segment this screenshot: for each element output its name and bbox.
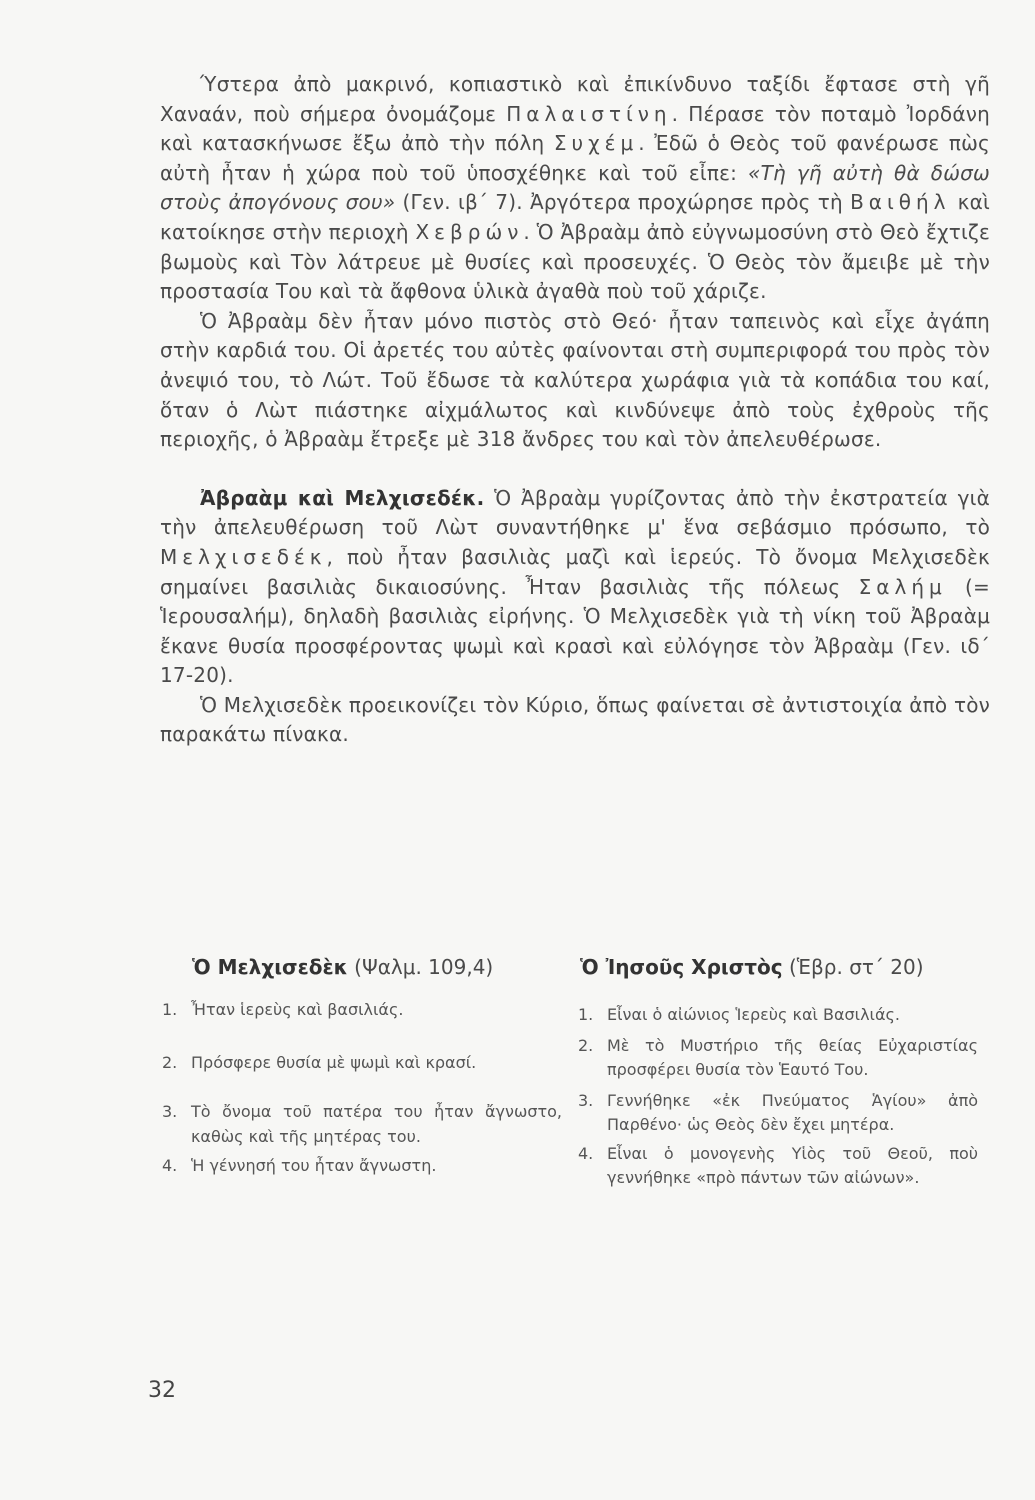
- spaced-word-palestine: Παλαιστίνη: [506, 101, 672, 126]
- comparison-table-headers: [160, 955, 990, 985]
- comparison-column-melchizedek: [162, 998, 562, 1179]
- comparison-column-jesus: [578, 1003, 978, 1191]
- item-text: Εἶναι ὁ αἰώνιος Ἱερεὺς καὶ Βασιλιάς.: [607, 1005, 900, 1024]
- main-text: [160, 70, 990, 750]
- text-run: . Ὁ Ἀβραὰμ ἀπὸ εὐγνωμοσύνη στὸ Θεὸ ἔχτιζε βωμοὺς καὶ Τὸν λάτρευε μὲ θυσίες καὶ προσευχές. Ὁ Θεὸς τὸν ἄμειβε μὲ τὴν προστασία Του καὶ τὰ ἄφθονα ὑλικὰ ἀγαθὰ ποὺ τοῦ χάριζε.: [160, 219, 991, 304]
- spaced-word-salem: Σαλήμ: [858, 574, 947, 599]
- section-heading: Ἀβραὰμ καὶ Μελχισεδέκ.: [200, 485, 485, 510]
- text-run: . Πέρασε τὸν ποταμὸ Ἰορδάνη καὶ κατασκήνωσε ἔξω ἀπὸ τὴν πόλη: [160, 101, 990, 156]
- item-number: 3.: [578, 1090, 594, 1110]
- list-item: [578, 1142, 978, 1191]
- paragraph-melchizedek: [160, 484, 990, 691]
- text-run: (Γεν. ιβ΄ 7). Ἀργότερα προχώρησε πρὸς τὴ: [395, 190, 851, 215]
- spaced-word-baithel: Βαιθήλ: [850, 190, 951, 215]
- list-item: [578, 1034, 978, 1083]
- text-run: , ποὺ ἦταν βασιλιὰς μαζὶ καὶ ἱερεύς. Τὸ ὄνομα Μελχισεδὲκ σημαίνει βασιλιὰς δικαιοσύνης. Ἦταν βασιλιὰς τῆς πόλεως: [160, 544, 990, 599]
- text-run: Ὁ Ἀβραὰμ γυρίζοντας ἀπὸ τὴν ἐκστρατεία γιὰ τὴν ἀπελευθέρωση τοῦ Λὼτ συναντήθηκε μ' ἕνα σεβάσμιο πρόσωπο, τὸ: [160, 485, 990, 540]
- item-number: 4.: [162, 1156, 178, 1175]
- table-header-jesus: [580, 955, 924, 979]
- item-number: 2.: [578, 1035, 594, 1055]
- item-text: Εἶναι ὁ μονογενὴς Υἱὸς τοῦ Θεοῦ, ποὺ γεννήθηκε «πρὸ πάντων τῶν αἰώνων».: [607, 1143, 978, 1187]
- item-text: Ἦταν ἱερεὺς καὶ βασιλιάς.: [191, 1000, 404, 1019]
- list-item: [162, 1051, 562, 1076]
- italic-quote: «Τὴ γῆ αὐτὴ θὰ δώσω στοὺς ἀπογόνους σου»: [160, 160, 991, 215]
- table-header-melchizedek: [192, 955, 493, 979]
- item-text: Μὲ τὸ Μυστήριο τῆς θείας Εὐχαριστίας προσφέρει θυσία τὸν Ἑαυτό Του.: [607, 1035, 978, 1079]
- item-text: Πρόσφερε θυσία μὲ ψωμὶ καὶ κρασί.: [191, 1052, 477, 1072]
- text-run: . Ἐδῶ ὁ Θεὸς τοῦ φανέρωσε πὼς αὐτὴ ἦταν ἡ χώρα ποὺ τοῦ ὑποσχέθηκε καὶ τοῦ εἶπε:: [160, 131, 990, 185]
- paragraph-prefiguration: Ὁ Μελχισεδὲκ προεικονίζει τὸν Κύριο, ὅπως φαίνεται σὲ ἀντιστοιχία ἀπὸ τὸν παρακάτω πίνακα.: [160, 692, 990, 747]
- text-run: Ύστερα ἀπὸ μακρινό, κοπιαστικὸ καὶ ἐπικίνδυνο ταξίδι ἔφτασε στὴ γῆ Χαναάν, ποὺ σήμερα ὀνομάζομε: [160, 72, 990, 126]
- text-run: (= Ἱερουσαλήμ), δηλαδὴ βασιλιὰς εἰρήνης. Ὁ Μελχισεδὲκ γιὰ τὴ νίκη τοῦ Ἀβραὰμ ἔκανε θυσία προσφέροντας ψωμὶ καὶ κρασὶ καὶ εὐλόγησε τὸν Ἀβραὰμ (Γεν. ιδ΄ 17-20).: [160, 574, 990, 688]
- paragraph-abraham-journey: [160, 70, 990, 307]
- item-text: Τὸ ὄνομα τοῦ πατέρα του ἦταν ἄγνωστο, καθὼς καὶ τῆς μητέρας του.: [191, 1102, 562, 1146]
- list-item: [578, 1089, 978, 1138]
- spaced-word-melchizedek: Μελχισεδέκ: [160, 544, 327, 569]
- spaced-word-sychem: Συχέμ: [553, 131, 639, 156]
- list-item: [162, 1154, 562, 1179]
- list-item: [162, 998, 562, 1023]
- header-bold: Ὁ Ἰησοῦς Χριστὸς: [580, 955, 783, 979]
- item-number: 1.: [578, 1005, 594, 1024]
- header-reference: (Ψαλμ. 109,4): [347, 955, 494, 979]
- item-number: 3.: [162, 1102, 178, 1121]
- item-number: 1.: [162, 1000, 178, 1019]
- text-run: καὶ κατοίκησε στὴν περιοχὴ: [160, 190, 991, 244]
- spaced-word-hebron: Χεβρών: [415, 219, 524, 244]
- header-reference: (Ἑβρ. στ΄ 20): [782, 955, 924, 979]
- item-text: Ἡ γέννησή του ἦταν ἄγνωστη.: [191, 1156, 437, 1175]
- item-text: Γεννήθηκε «ἐκ Πνεύματος Ἁγίου» ἀπὸ Παρθένο· ὡς Θεὸς δὲν ἔχει μητέρα.: [607, 1090, 978, 1134]
- item-number: 4.: [578, 1143, 594, 1163]
- page-number: 32: [148, 1378, 176, 1403]
- item-number: 2.: [162, 1052, 178, 1072]
- header-bold: Ὁ Μελχισεδὲκ: [192, 955, 348, 979]
- list-item: [578, 1003, 978, 1028]
- paragraph-abraham-virtues: Ὁ Ἀβραὰμ δὲν ἦταν μόνο πιστὸς στὸ Θεό· ἦταν ταπεινὸς καὶ εἶχε ἀγάπη στὴν καρδιά του. Οἱ ἀρετές του αὐτὲς φαίνονται στὴ συμπεριφορά του πρὸς τὸν ἀνεψιό του, τὸ Λώτ. Τοῦ ἔδωσε τὰ καλύτερα χωράφια γιὰ τὰ κοπάδια του καί, ὅταν ὁ Λὼτ πιάστηκε αἰχμάλωτος καὶ κινδύνεψε ἀπὸ τοὺς ἐχθροὺς τῆς περιοχῆς, ὁ Ἀβραὰμ ἔτρεξε μὲ 318 ἄνδρες του καὶ τὸν ἀπελευθέρωσε.: [160, 308, 990, 452]
- list-item: [162, 1100, 562, 1149]
